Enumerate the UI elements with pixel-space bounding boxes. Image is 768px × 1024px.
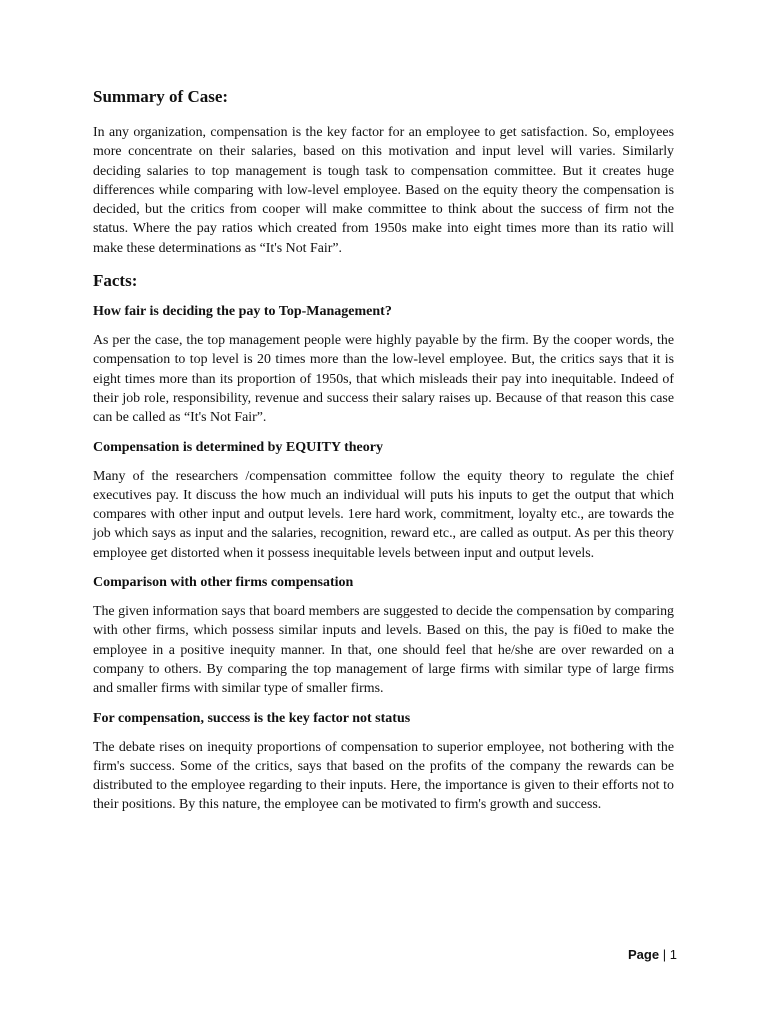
page-footer xyxy=(628,947,677,962)
section-paragraph-top-management: As per the case, the top management people were highly payable by the firm. By the cooper words, the compensation to top level is 20 times more than the low-level employee. But, the critics says that it is eight times more than its proportion of 1950s, that which misleads their pay into inequitable. Indeed of their job role, responsibility, revenue and success their salary raises up. Because of that reason this case can be called as “It's Not Fair”. xyxy=(93,333,674,426)
section-title-success-not-status: For compensation, success is the key factor not status xyxy=(93,710,411,726)
section-paragraph-equity-theory: Many of the researchers /compensation committee follow the equity theory to regulate the chief executives pay. It discuss the how much an individual will puts his inputs to get the output that which compares with other input and output levels. 1ere hard work, commitment, loyalty etc., are towards the job which says as input and the salaries, recognition, reward etc., are called as output. As per this theory employee get distorted when it possess inequitable levels between input and output levels. xyxy=(93,468,674,561)
section-paragraph-success-not-status: The debate rises on inequity proportions of compensation to superior employee, not bothering with the firm's success. Some of the critics, says that based on the profits of the company the rewards can be distributed to the employee regarding to their inputs. Here, the importance is given to their efforts not to their positions. By this nature, the employee can be motivated to firm's growth and success. xyxy=(93,739,674,813)
document-page xyxy=(93,86,674,825)
section-paragraph-other-firms: The given information says that board members are suggested to decide the compensation by comparing with other firms, which possess similar inputs and levels. Based on this, the pay is fi0ed to make the employee in a positive inequity manner. In that, one should feel that he/she are over rewarded on a company to others. By comparing the top management of large firms with similar type of large firms and smaller firms with similar type of smaller firms. xyxy=(93,604,674,697)
section-title-equity-theory: Compensation is determined by EQUITY theory xyxy=(93,439,383,455)
summary-heading: Summary of Case: xyxy=(93,87,229,106)
facts-heading: Facts: xyxy=(93,271,138,291)
page-number: 1 xyxy=(669,947,677,962)
section-title-top-management: How fair is deciding the pay to Top-Management? xyxy=(93,304,392,320)
section-title-other-firms: Comparison with other firms compensation xyxy=(93,575,354,591)
page-separator: | xyxy=(662,947,667,962)
summary-paragraph: In any organization, compensation is the key factor for an employee to get satisfaction. So, employees more concentrate on their salaries, based on this motivation and input level will varies. Similarly deciding salaries to top management is tough task to compensation committee. But it creates huge differences while comparing with low-level employee. Based on the equity theory the compensation is decided, but the critics from cooper will make committee to think about the success of firm not the status. Where the pay ratios which created from 1950s make into eight times more than its ratio will make these determinations as “It's Not Fair”. xyxy=(93,125,674,256)
page-label: Page xyxy=(628,947,660,962)
